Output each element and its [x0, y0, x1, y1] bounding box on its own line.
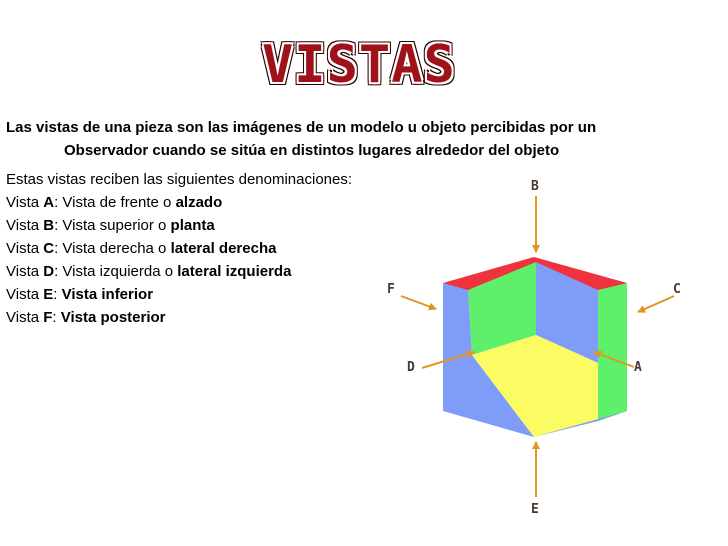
cube-right-face: [598, 283, 627, 421]
view-letter: F: [43, 309, 53, 326]
view-separator: :: [52, 309, 61, 326]
view-prefix: Vista: [6, 217, 44, 234]
label-f: F: [387, 282, 395, 297]
view-item-c: [6, 237, 392, 260]
view-item-b: [6, 214, 392, 237]
figure-svg: [384, 168, 728, 546]
view-item-e: [6, 283, 392, 306]
view-letter: A: [43, 194, 55, 211]
view-name: lateral izquierda: [177, 263, 292, 280]
view-prefix: Vista: [6, 194, 44, 211]
view-separator: : Vista izquierda o: [54, 263, 178, 280]
label-d: D: [407, 360, 415, 375]
view-separator: : Vista de frente o: [54, 194, 176, 211]
view-name: Vista inferior: [61, 286, 154, 303]
label-c: C: [673, 282, 681, 297]
view-name: lateral derecha: [170, 240, 277, 257]
view-item-f: [6, 306, 392, 329]
view-item-d: [6, 260, 392, 283]
views-list: [6, 168, 392, 329]
view-letter: C: [43, 240, 55, 257]
view-separator: : Vista derecha o: [54, 240, 171, 257]
view-name: Vista posterior: [60, 309, 166, 326]
object-views-figure: [384, 168, 728, 546]
label-e: E: [531, 502, 539, 517]
view-letter: B: [43, 217, 55, 234]
intro-line-2: Observador cuando se sitúa en distintos lugares alrededor del objeto: [64, 142, 560, 159]
view-letter: E: [43, 286, 54, 303]
views-list-heading: Estas vistas reciben las siguientes denominaciones:: [6, 171, 353, 188]
view-item-a: [6, 191, 392, 214]
view-prefix: Vista: [6, 240, 44, 257]
intro-line-1: Las vistas de una pieza son las imágenes de un modelo u objeto percibidas por un: [6, 119, 597, 136]
view-letter: D: [43, 263, 55, 280]
view-separator: :: [53, 286, 62, 303]
arrow-c: [638, 296, 674, 312]
arrow-f: [401, 296, 436, 309]
view-separator: : Vista superior o: [54, 217, 171, 234]
view-prefix: Vista: [6, 309, 44, 326]
label-b: B: [531, 179, 539, 194]
page-title: VISTAS: [262, 35, 456, 95]
label-a: A: [634, 360, 642, 375]
view-prefix: Vista: [6, 286, 44, 303]
view-name: planta: [170, 217, 215, 234]
view-name: alzado: [175, 194, 223, 211]
view-prefix: Vista: [6, 263, 44, 280]
